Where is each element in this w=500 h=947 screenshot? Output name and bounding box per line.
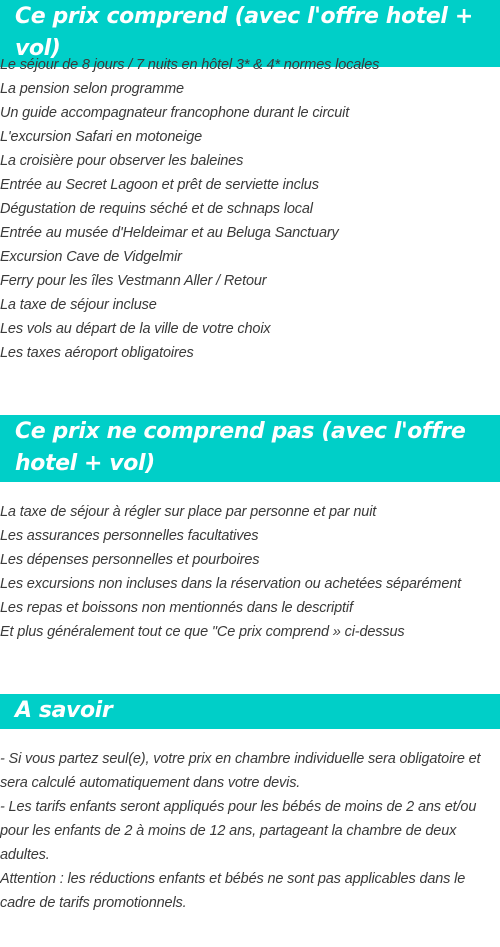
excluded-item: Les excursions non incluses dans la réservation ou achetées séparément [0, 576, 462, 592]
included-item: Le séjour de 8 jours / 7 nuits en hôtel 3* & 4* normes locales [0, 57, 380, 73]
included-item: La taxe de séjour incluse [0, 297, 157, 313]
excluded-item: Les repas et boissons non mentionnés dans le descriptif [0, 600, 353, 616]
included-item: Dégustation de requins séché et de schnaps local [0, 201, 313, 217]
excluded-item: Les dépenses personnelles et pourboires [0, 552, 260, 568]
included-item: Ferry pour les îles Vestmann Aller / Retour [0, 273, 267, 289]
included-item: Entrée au musée d'Heldeimar et au Beluga Sanctuary [0, 225, 339, 241]
included-item: Les taxes aéroport obligatoires [0, 345, 194, 361]
info-section-title: A savoir [0, 694, 500, 729]
info-block [0, 747, 500, 915]
info-paragraph: - Les tarifs enfants seront appliqués pour les bébés de moins de 2 ans et/ou pour les enfants de 2 à moins de 12 ans, partageant la chambre de deux adultes. [0, 799, 477, 863]
included-item: Excursion Cave de Vidgelmir [0, 249, 182, 265]
included-item: L'excursion Safari en motoneige [0, 129, 203, 145]
included-list [0, 53, 379, 365]
excluded-item: Et plus généralement tout ce que "Ce prix comprend » ci-dessus [0, 624, 405, 640]
info-paragraph: Attention : les réductions enfants et bébés ne sont pas applicables dans le cadre de tarifs promotionnels. [0, 871, 466, 911]
excluded-item: Les assurances personnelles facultatives [0, 528, 259, 544]
excluded-section-title: Ce prix ne comprend pas (avec l'offre hotel + vol) [0, 415, 500, 482]
included-item: Un guide accompagnateur francophone durant le circuit [0, 105, 350, 121]
included-item: Entrée au Secret Lagoon et prêt de serviette inclus [0, 177, 319, 193]
included-section-title: Ce prix comprend (avec l'offre hotel + vol) [0, 0, 500, 67]
included-item: La croisière pour observer les baleines [0, 153, 244, 169]
excluded-item: La taxe de séjour à régler sur place par personne et par nuit [0, 504, 377, 520]
included-item: La pension selon programme [0, 81, 184, 97]
info-paragraph: - Si vous partez seul(e), votre prix en chambre individuelle sera obligatoire et sera calculé automatiquement dans votre devis. [0, 751, 481, 791]
included-item: Les vols au départ de la ville de votre choix [0, 321, 271, 337]
excluded-list [0, 500, 461, 644]
